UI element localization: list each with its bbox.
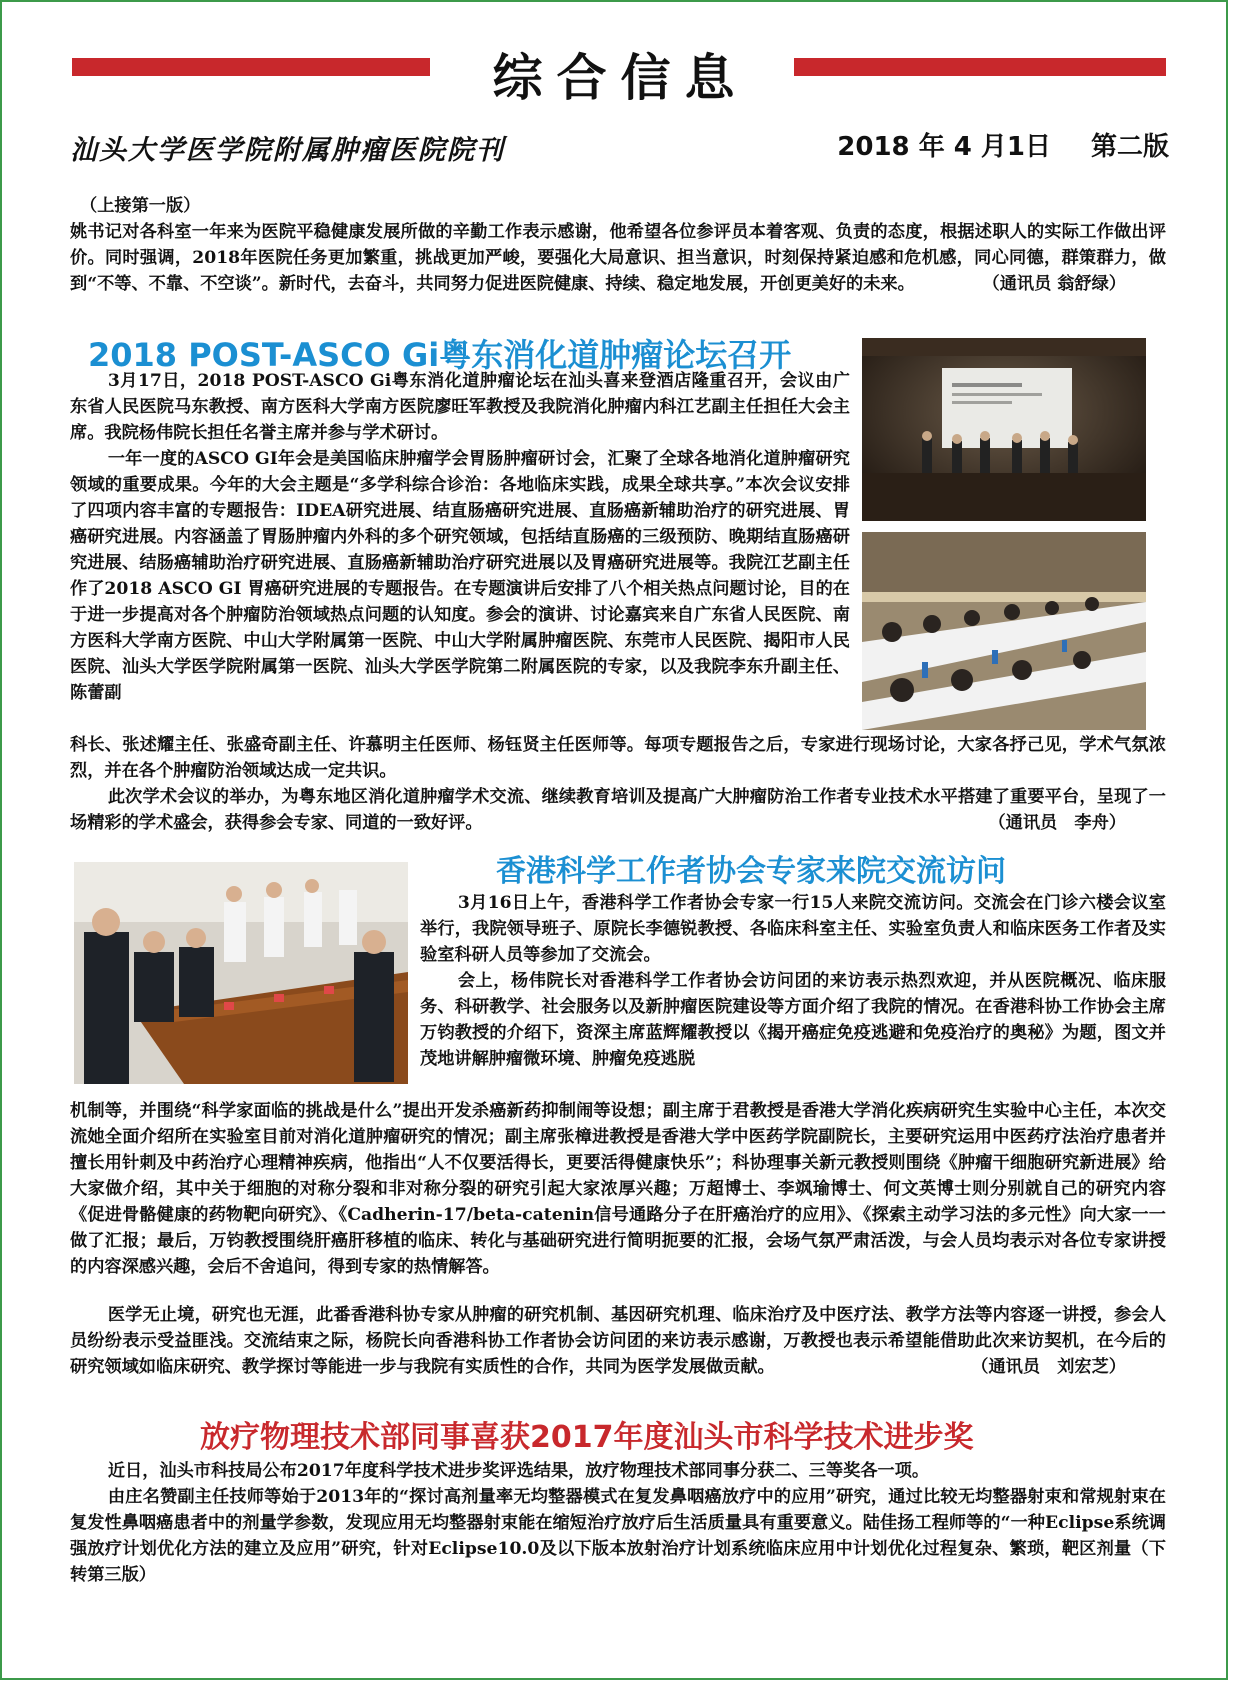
article-2-p3-text: 医学无止境，研究也无涯，此番香港科协专家从肿瘤的研究机制、基因研究机理、临床治疗及中医疗法、教学方法等内容逐一讲授，参会人员纷纷表示受益匪浅。交流结束之际，杨院长向香港科协工作者协会访问团的来访表示感谢，万教授也表示希望能借助此次来访契机，在今后的研究领域如临床研究、教学探讨等能进一步与我院有实质性的合作，共同为医学发展做贡献。: [70, 1305, 1166, 1377]
article-2-title: 香港科学工作者协会专家来院交流访问: [496, 854, 1006, 889]
reporter: （通讯员 刘宏芝）: [971, 1357, 1126, 1377]
article-1-p1: 3月17日，2018 POST-ASCO Gi粤东消化道肿瘤论坛在汕头喜来登酒店隆重召开，会议由广东省人民医院马东教授、南方医科大学南方医院廖旺军教授及我院消化肿瘤内科江艺副主任担任大会主席。我院杨伟院长担任名誉主席并参与学术研讨。: [70, 371, 850, 443]
article-1-title: 2018 POST-ASCO Gi粤东消化道肿瘤论坛召开: [88, 336, 792, 374]
article-1-p2b: 科长、张述耀主任、张盛奇副主任、许慕明主任医师、杨钰贤主任医师等。每项专题报告之后，专家进行现场讨论，大家各抒己见，学术气氛浓烈，并在各个肿瘤防治领域达成一定共识。: [70, 735, 1166, 781]
continued-label: （上接第一版）: [80, 196, 201, 216]
hk-visit-meeting-photo: [74, 862, 408, 1084]
issue-info: [837, 126, 1169, 163]
article-1-p3: [70, 784, 1166, 836]
reporter: （通讯员 翁舒绿）: [982, 274, 1126, 294]
masthead-title: 综合信息: [492, 49, 749, 107]
continued-paragraph: [70, 219, 1166, 297]
forum-panel-photo: [862, 338, 1146, 521]
article-3-p2: 由庄名赞副主任技师等始于2013年的“探讨高剂量率无均整器模式在复发鼻咽癌放疗中的应用”研究，通过比较无均整器射束和常规射束在复发性鼻咽癌患者中的剂量学参数，发现应用无均整器射束能在缩短治疗放疗后生活质量具有重要意义。陆佳扬工程师等的“一种Eclipse系统调强放疗计划优化方法的建立及应用”研究，针对Eclipse10.0及以下版本放射治疗计划系统临床应用中计划优化过程复杂、繁琐，靶区剂量（下转第三版）: [70, 1487, 1166, 1585]
article-2-p2a: 会上，杨伟院长对香港科学工作者协会访问团的来访表示热烈欢迎，并从医院概况、临床服务、科研教学、社会服务以及新肿瘤医院建设等方面介绍了我院的情况。在香港科协工作协会主席万钧教授的介绍下，资深主席蓝辉耀教授以《揭开癌症免疫逃避和免疫治疗的奥秘》为题，图文并茂地讲解肿瘤微环境、肿瘤免疫逃脱: [420, 971, 1166, 1069]
edition: 第二版: [1090, 132, 1169, 162]
reporter: （通讯员 李舟）: [988, 813, 1126, 833]
article-2-p2b: 机制等，并围绕“科学家面临的挑战是什么”提出开发杀癌新药抑制闹等设想；副主席于君教授是香港大学消化疾病研究生实验中心主任，本次交流她全面介绍所在实验室目前对消化道肿瘤研究的情况；副主席张樟进教授是香港大学中医药学院副院长，主要研究运用中医药疗法治疗患者并擅长用针刺及中药治疗心理精神疾病，他指出“人不仅要活得长，更要活得健康快乐”；科协理事关新元教授则围绕《肿瘤干细胞研究新进展》给大家做介绍，其中关于细胞的对称分裂和非对称分裂的研究引起大家浓厚兴趣；万超博士、李飒瑜博士、何文英博士则分别就自己的研究内容《促进骨骼健康的药物靶向研究》、《Cadherin-17/beta-catenin信号通路分子在肝癌治疗的应用》、《探索主动学习法的多元性》向大家一一做了汇报；最后，万钧教授围绕肝癌肝移植的临床、转化与基础研究进行简明扼要的汇报，会场气氛严肃活泼，与会人员均表示对各位专家讲授的内容深感兴趣，会后不舍追问，得到专家的热情解答。: [70, 1101, 1166, 1277]
forum-audience-photo: [862, 532, 1146, 730]
paper-name: 汕头大学医学院附属肿瘤医院院刊: [70, 135, 505, 166]
article-3-p1: 近日，汕头市科技局公布2017年度科学技术进步奖评选结果，放疗物理技术部同事分获二、三等奖各一项。: [107, 1461, 930, 1481]
article-1-p2a: 一年一度的ASCO GI年会是美国临床肿瘤学会胃肠肿瘤研讨会，汇聚了全球各地消化道肿瘤研究领域的重要成果。今年的大会主题是“多学科综合诊治：各地临床实践，成果全球共享。”本次会议安排了四项内容丰富的专题报告：IDEA研究进展、结直肠癌研究进展、直肠癌新辅助治疗的研究进展、胃癌研究进展。内容涵盖了胃肠肿瘤内外科的多个研究领域，包括结直肠癌的三级预防、晚期结直肠癌研究进展、结肠癌辅助治疗研究进展、直肠癌新辅助治疗研究进展以及胃癌研究进展等。我院江艺副主任作了2018 ASCO GI 胃癌研究进展的专题报告。在专题演讲后安排了八个相关热点问题讨论，目的在于进一步提高对各个肿瘤防治领域热点问题的认知度。参会的演讲、讨论嘉宾来自广东省人民医院、南方医科大学南方医院、中山大学附属第一医院、中山大学附属肿瘤医院、东莞市人民医院、揭阳市人民医院、汕头大学医学院附属第一医院、汕头大学医学院第二附属医院的专家，以及我院李东升副主任、陈蕾副: [70, 449, 850, 703]
continued-text: 姚书记对各科室一年来为医院平稳健康发展所做的辛勤工作表示感谢，他希望各位参评员本着客观、负责的态度，根据述职人的实际工作做出评价。同时强调，2018年医院任务更加繁重，挑战更加严峻，要强化大局意识、担当意识，时刻保持紧迫感和危机感，同心同德，群策群力，做到“不等、不靠、不空谈”。新时代，去奋斗，共同努力促进医院健康、持续、稳定地发展，开创更美好的未来。: [70, 222, 1166, 294]
article-3-title: 放疗物理技术部同事喜获2017年度汕头市科学技术进步奖: [200, 1420, 974, 1455]
article-2-p1: 3月16日上午，香港科学工作者协会专家一行15人来院交流访问。交流会在门诊六楼会议室举行，我院领导班子、原院长李德锐教授、各临床科室主任、实验室负责人和临床医务工作者及实验室科研人员等参加了交流会。: [420, 893, 1166, 965]
article-2-p3: [70, 1302, 1166, 1380]
article-1-p3-text: 此次学术会议的举办，为粤东地区消化道肿瘤学术交流、继续教育培训及提高广大肿瘤防治工作者专业技术水平搭建了重要平台，呈现了一场精彩的学术盛会，获得参会专家、同道的一致好评。: [70, 787, 1166, 833]
issue-date: 2018 年 4 月1日: [837, 132, 1051, 162]
